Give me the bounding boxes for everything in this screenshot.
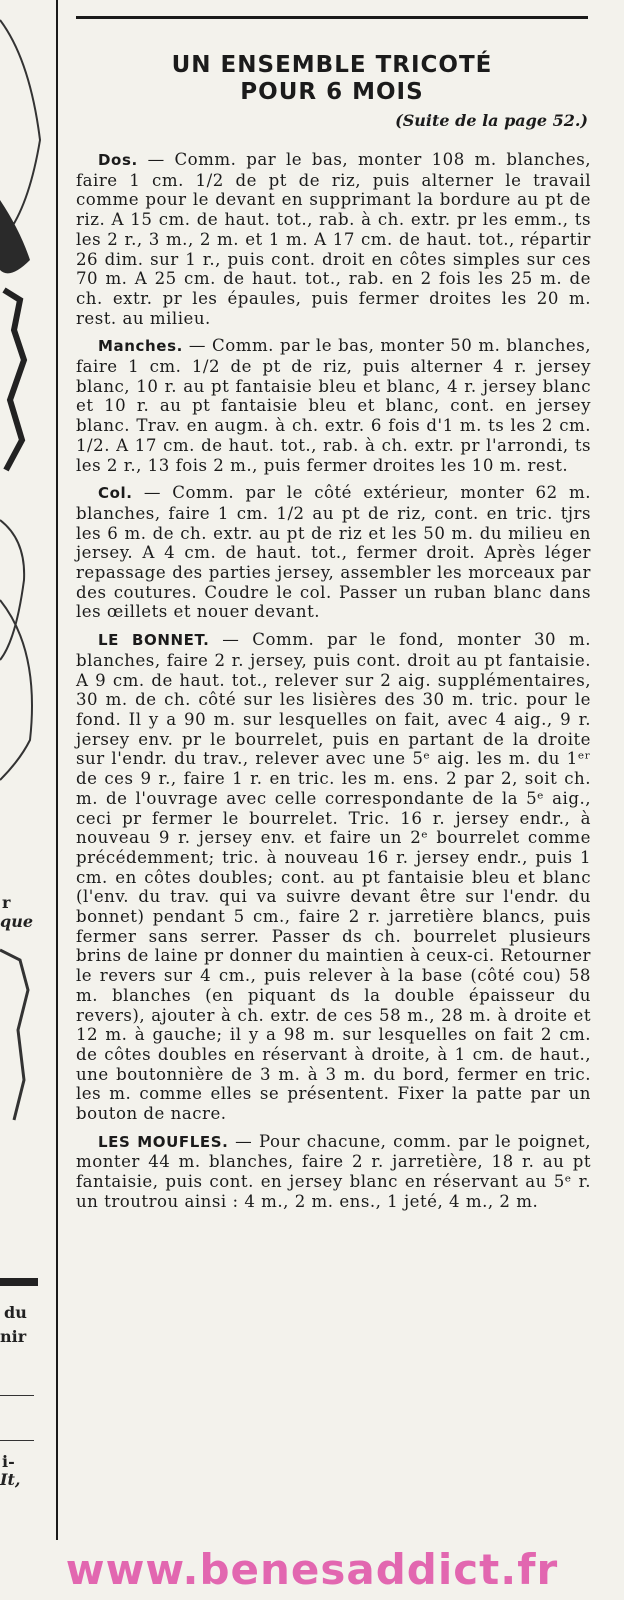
section-heading: LES MOUFLES. [98,1132,229,1151]
illustration-fragment [0,0,44,1600]
section-text: — Comm. par le fond, monter 30 m. blanches, faire 2 r. jersey, puis cont. droit au pt fantaisie. A 9 cm. de haut. tot., relever sur 2 aig. supplémentaires, 30 m. de ch. côté sur les lisières des 30 m. tric. pour le fond. Il y a 90 m. sur lesquelles on fait, avec 4 aig., 9 r. jersey env. pr le bourrelet, puis en partant de la droite sur l'endr. du trav., relever avec une 5ᵉ aig. les m. du 1ᵉʳ de ces 9 r., faire 1 r. en tric. les m. ens. 2 par 2, soit ch. m. de l'ouvrage avec celle correspondante de la 5ᵉ aig., ceci pr fermer le bourrelet. Tric. 16 r. jersey endr., à nouveau 9 r. jersey env. et faire un 2ᵉ bourrelet comme précédemment; tric. à nouveau 16 r. jersey endr., puis 1 cm. en côtes doubles; cont. au pt fantaisie bleu et blanc (l'env. du trav. qui va suivre devant être sur l'endr. du bonnet) pendant 5 cm., faire 2 r. jarretière blancs, puis fermer sans serrer. Passer ds ch. bourrelet plusieurs brins de laine pr donner du maintien à ceux-ci. Retourner le revers sur 4 cm., puis relever à la base (côté cou) 58 m. blanches (en piquant ds la double épaisseur du revers), ajouter à ch. extr. de ces 58 m., 28 m. à droite et 12 m. à gauche; il y a 98 m. sur lesquelles on fait 2 cm. de côtes doubles en réservant à droite, à 1 cm. de haut., une boutonnière de 3 m. à 3 m. du bord, fermer en tric. les m. comme elles se présentent. Fixer la patte par un bouton de nacre. [76,630,591,1124]
title-line-1: UN ENSEMBLE TRICOTÉ [171,52,493,78]
section-text: — Comm. par le côté extérieur, monter 62 m. blanches, faire 1 cm. 1/2 au pt de riz, cont. en tric. tjrs les 6 m. de ch. extr. au pt de riz et les 50 m. du milieu en jersey. A 4 cm. de haut. tot., fermer droit. Après léger repassage des parties jersey, assembler les morceaux par des coutures. Coudre le col. Passer un ruban blanc dans les œillets et nouer devant. [76,483,591,622]
article-title [76,52,588,106]
title-line-2: POUR 6 MOIS [240,79,424,105]
column-divider [56,0,58,1540]
article-body [76,150,591,1220]
margin-divider [0,1395,34,1396]
section-text: — Comm. par le bas, monter 50 m. blanches, faire 1 cm. 1/2 de pt de riz, puis alterner 4 r. jersey blanc, 10 r. au pt fantaisie bleu et blanc, 4 r. jersey blanc et 10 r. au pt fantaisie bleu et blanc, cont. en jersey blanc. Trav. en augm. à ch. extr. 6 fois d'1 m. ts les 2 cm. 1/2. A 17 cm. de haut. tot., rab. à ch. extr. pr l'arrondi, ts les 2 r., 13 fois 2 m., puis fermer droites les 10 m. rest. [76,336,591,475]
section-dos [76,150,591,328]
section-heading: Manches. [98,337,183,356]
section-col [76,483,591,622]
margin-fragment: du [4,1303,27,1322]
margin-divider [0,1440,34,1441]
section-manches [76,336,591,475]
margin-fragment: i- [2,1452,15,1471]
section-bonnet [76,630,591,1124]
section-moufles [76,1132,591,1212]
adjacent-page-fragment [0,0,44,1600]
margin-fragment: nir [0,1327,27,1346]
section-text: — Pour chacune, comm. par le poignet, monter 44 m. blanches, faire 2 r. jarretière, 18 r. au pt fantaisie, puis cont. en jersey blanc en réservant au 5ᵉ r. un troutrou ainsi : 4 m., 2 m. ens., 1 jeté, 4 m., 2 m. [76,1131,591,1211]
section-text: — Comm. par le bas, monter 108 m. blanches, faire 1 cm. 1/2 de pt de riz, puis alterner le travail comme pour le devant en supprimant la bordure au pt de riz. A 15 cm. de haut. tot., rab. à ch. extr. pr les emm., ts les 2 r., 3 m., 2 m. et 1 m. A 17 cm. de haut. tot., répartir 26 dim. sur 1 r., puis cont. droit en côtes simples sur ces 70 m. A 25 cm. de haut. tot., rab. en 2 fois les 25 m. de ch. extr. pr les épaules, puis fermer droites les 20 m. rest. au milieu. [76,150,591,328]
section-heading: LE BONNET. [98,631,210,650]
margin-fragment: que [0,912,33,931]
margin-fragment: It, [0,1470,21,1489]
section-heading: Col. [98,484,133,503]
section-heading: Dos. [98,151,138,169]
watermark-url: www.benesaddict.fr [65,1545,559,1594]
continuation-note: (Suite de la page 52.) [395,111,588,130]
top-rule [76,16,588,19]
margin-fragment: r [2,893,11,912]
